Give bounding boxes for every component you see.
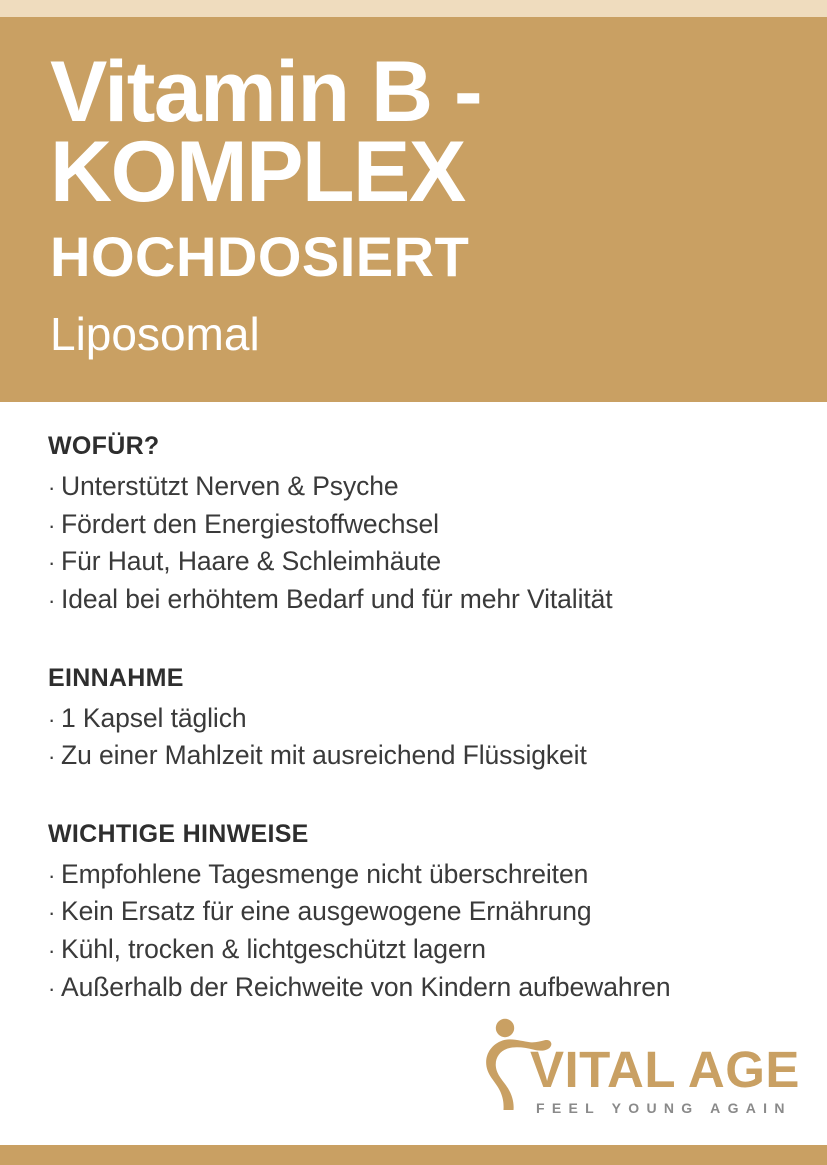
bottom-gold-strip — [0, 1145, 827, 1165]
list-item — [48, 969, 779, 1007]
top-cream-strip — [0, 0, 827, 17]
list-item-label: Kein Ersatz für eine ausgewogene Ernährung — [61, 896, 592, 927]
section-einnahme — [48, 664, 779, 775]
section-wichtige-hinweise — [48, 820, 779, 1007]
list-item — [48, 856, 779, 894]
list-item — [48, 893, 779, 931]
bullet-dot-icon: · — [48, 975, 56, 1001]
body-content — [0, 402, 827, 1006]
bullet-dot-icon: · — [48, 706, 56, 732]
header-block — [0, 17, 827, 402]
list-item-label: Zu einer Mahlzeit mit ausreichend Flüssigkeit — [61, 740, 587, 771]
list-item-label: Kühl, trocken & lichtgeschützt lagern — [61, 934, 486, 964]
bullet-dot-icon: · — [48, 862, 56, 888]
section-heading: WOFÜR? — [48, 432, 160, 460]
bullet-list — [48, 856, 779, 1007]
list-item — [48, 581, 779, 619]
product-subtitle: HOCHDOSIERT — [50, 224, 470, 288]
bullet-dot-icon: · — [48, 900, 56, 926]
bullet-dot-icon: · — [48, 938, 56, 963]
bullet-dot-icon: · — [48, 744, 56, 770]
list-item-label: Für Haut, Haare & Schleimhäute — [61, 546, 441, 577]
logo-wordmark: VITAL AGE — [530, 1041, 800, 1098]
list-item-label: Fördert den Energiestoffwechsel — [61, 508, 439, 539]
section-heading: WICHTIGE HINWEISE — [48, 819, 309, 848]
list-item-label: Ideal bei erhöhtem Bedarf und für mehr Vitalität — [61, 583, 613, 614]
list-item — [48, 506, 779, 544]
logo-tagline: FEEL YOUNG AGAIN — [536, 1100, 792, 1116]
bullet-dot-icon: · — [48, 475, 56, 500]
brand-logo — [478, 1018, 800, 1118]
bullet-list — [48, 468, 779, 619]
list-item — [48, 737, 779, 775]
list-item-label: Unterstützt Nerven & Psyche — [61, 471, 399, 501]
bullet-dot-icon: · — [48, 587, 56, 613]
list-item — [48, 468, 779, 506]
section-wofuer — [48, 432, 779, 619]
product-title-line-1: Vitamin B - — [50, 44, 482, 140]
list-item — [48, 543, 779, 581]
product-descriptor: Liposomal — [50, 307, 260, 360]
list-item — [48, 931, 779, 969]
section-heading: EINNAHME — [48, 663, 184, 692]
bullet-dot-icon: · — [48, 550, 56, 576]
list-item-label: Empfohlene Tagesmenge nicht überschreiten — [61, 858, 589, 889]
bullet-dot-icon: · — [48, 512, 56, 538]
bullet-list — [48, 700, 779, 775]
list-item-label: Außerhalb der Reichweite von Kindern aufbewahren — [61, 971, 671, 1002]
list-item-label: 1 Kapsel täglich — [61, 702, 247, 733]
list-item — [48, 700, 779, 738]
product-title-line-2: KOMPLEX — [50, 123, 465, 220]
